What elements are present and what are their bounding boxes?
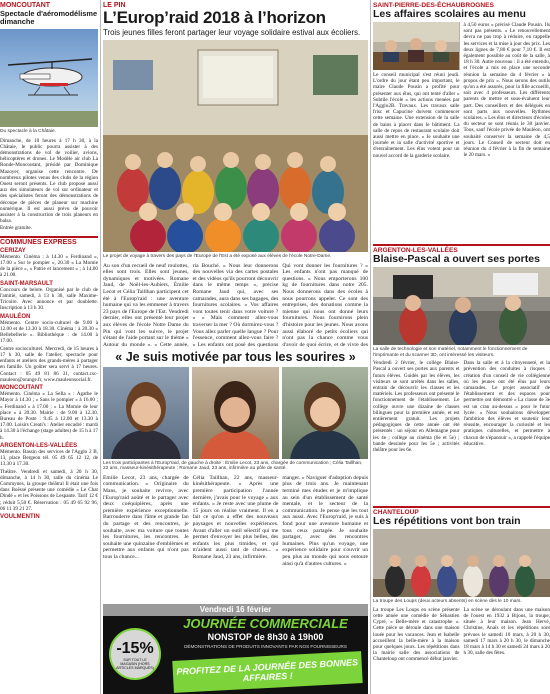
section-label-le-pin: LE PIN [103, 2, 126, 9]
ad-discount-badge [109, 628, 161, 680]
center-column [103, 0, 368, 694]
bio-col-2: Célia Taillhan, 22 ans, masseur-kinésithérapeute. « Après une première participation l'année dernière, j'avais pour le voyage » aux enfants. « Je reste avec une plume de 15 jours on réalise vraiment. Il en a fait ce qu'on a effet des nouveaux paysages et nouvelles expériences. Avant d'aller un outil sélectif qui me permet d'envoyer les plus belles, des enfants les plus timides, et qui m'aident aussi tant de choses... » Romane Jaud, 23 ans, infirmière. [192, 474, 279, 560]
right-article-3 [373, 607, 550, 667]
main-photo-caption: Le projet de voyage à travers des pays de l'Europe de l'Est a été exposé aux élèves de l'école Notre-Dame. [103, 254, 332, 259]
schoolchildren-image [103, 40, 368, 252]
ad-day: Vendredi 16 février [103, 604, 368, 616]
section-label-saint-pierre: SAINT-PIERRE-DES-ÉCHAUBROGNES [373, 2, 494, 9]
left-article-end: Entrée gratuite. [0, 225, 32, 232]
bio-col-1: Émilie Lecot, 23 ans, chargée de communication. « Originaire du Mans, je souhaite revivre, avec l'Europ'raid aoûté et le partager avec deux coéquipières, après une première expérience exceptionnelle. Barrouderre dans l'âme et grande fan du partage et des rencontres, je souhaite, avec ma voiture que toutes les fournitures, les rencontres. Je souhaite une quinzaine d'emblèmes et permettre aux enfants qui n'ont pas tous la chance... [103, 474, 189, 560]
portrait-celia [192, 367, 278, 459]
technology-room-photo [373, 267, 550, 345]
theatre-troupe-photo [373, 529, 550, 597]
commune-text: Mémento. Bassin des services de l'Agglo 2 B, 13, place Bergeon tél. 05 49 65 12 12, de 13.30 à 17.30. [0, 448, 98, 468]
right-article-2-text-a: Vendredi 2 février, le collège Blaise-Pascal a ouvert ses portes aux parents et futurs élèves. Guidés par les élèves, les visiteurs se sont arrêtés dans les salles, entrain de découvrir les classes et les matériels. Les professeurs ont présenté le fonctionnement de l'établissement. Le collège ouvre une dizaine de classes bilingues pour la première année, et est entièrement gratuit. Les projets pédagogiques de cette année ont été présentés : un séjour en Allemagne pour les 4e ; collège au cinéma (6e et 5e) ; bande dessinée pour les 5e ; activités théâtre pour les 6e. [373, 360, 460, 454]
pull-quote: « Je suis motivée par tous les sourires » [115, 349, 356, 364]
right-headline-3: Les répétitions vont bon train [373, 515, 521, 528]
commune-item [0, 385, 98, 441]
right-article-2 [373, 360, 550, 502]
commune-item [0, 281, 98, 312]
commune-name: CERIZAY [0, 247, 26, 254]
left-photo-caption: Du spectacle à la Châtaie. [0, 129, 56, 134]
right-article-1 [373, 22, 550, 240]
section-divider [373, 244, 550, 246]
portraits-row [103, 367, 368, 459]
aeromodel-photo [0, 29, 98, 127]
commune-text: Centre socioculturel. Mercredi, de 15 heures à 17 h 30, salle de l'atelier, spectacle pour enfants et ateliers des grands-mères à partager en famille. Un goûter sera servi à 17 heures. Contact : 05 49 81 86 31, contact.csc-mauleon@orange.fr, www.mauleonsocial.fr. [0, 345, 98, 383]
right-headline-1: Les affaires scolaires au menu [373, 8, 526, 20]
left-headline: Spectacle d'aéromodélisme dimanche [0, 9, 98, 26]
article-col-3: Qui vont donner les fournitures ? » Les enfants n'ont pas manqué de questions. « Nous emporterons 100 kg de fournitures dans notre 205. Nous donnerons dans des écoles à nous pourrons appeler. Ce sont des entreprises, des donations comme la mienne qui nous ont donné leurs fournitures. Nous fournirons plein d'histoire pour les jeunes. Nous avons aussi élaboré de petits écoliers qui n'ont pas la chance comme vous d'avoir de quoi écrire, et de vivre des [282, 262, 368, 347]
right-headline-2: Blaise-Pascal a ouvert ses portes [373, 253, 540, 265]
right-article-3-text-b: La scène se déroulant dans une maison de l'ouest en 1932 à Bijous, la troupe, située à leur maison. Jean Hervé, Christine, Anaïs et les répétitions sont prévues le samedi 10 mars, à 20 h 30, samedi 17 mars à 20 h 30, le dimanche 18 mars à 14 h 30 et samedi 24 mars à 20 h 30, salle des fêtes. [463, 606, 550, 657]
commune-name: VOULMENTIN [0, 513, 40, 520]
commune-text: Mémento. Cinéma « La Sella » : Agathe le Mayor à 14.30 ; « Sans le pompier » à 16.00 ; « Ferdinand » à 17.00 ; « La Momie de leur place » à 20.30. Mairie : de 9.00 à 12.30. Bureau de Poste : 9.45 à 12.00 et 13.30 à 17.00. Loisirs Creati's : Atelier encadré : mardi à 14.30 à l'échange (stage adultes) de 15 h à 17 h. [0, 391, 98, 441]
commune-text: Concours de belote. Organisé par le club de l'amitié, samedi, à 13 h 30, salle Maxime-Tricoire. Avec annonce et par doublette. Inscription à 13 h 30. [0, 286, 98, 312]
council-photo [373, 22, 460, 70]
main-headline: L’Europ’raid 2018 à l’horizon [103, 8, 326, 27]
commune-item [0, 443, 98, 468]
commune-text: Mémento. Centre socio-culturel de 9.00 à 12.00 et de 13.30 à 18.30. Cinéma : à 20.30 « Bellebellerie ». Bibliothèque : de 14.00 à 17.00. [0, 319, 98, 345]
ad-subtitle: NONSTOP de 8h30 à 19h00 [207, 632, 324, 642]
left-article-text: Dimanche, de 10 heures à 17 h 30, à la Châtaie, le public pourra assister à des démonstrations de vol de voilier, avions, hélicoptères et drones. Le Modèle air club La Ronde-Moncoutant, présidé par Dominique Mazoyer, organise cette rencontre. De nombreux pilotes venus des clubs de la région Ouest seront présents. Le club propose aussi aux des simulateurs de vol sur ordinateur et des spécialistes feront des démonstrations de découpe de pièces de planeur sur machine numérique. Il est aussi prévu de pouvoir assister à la construction de trois planeurs en balsa. [0, 137, 98, 225]
commune-text: Théâtre. Vendredi et samedi, à 20 h 30, dimanche, à 14 h 30, salle du cinéma Le Commynes, la groupe théâtral Il était une fois dans Boëssé présente une comédie « Le Chat Dindé » et les Poissons de Lespante. Tarif 12 € ; réduit 5,50 €. Réservation : 05 49 65 92 96, 06 11 39 21 27. [0, 468, 98, 512]
right-article-1-text-a: Le conseil municipal s'est réuni jeudi. L'ordre du jour étant peu important, le maire Claude Pousin a profité pour présenter aux élus, qui ont tenté d'aller « Subtile l'école » les actions menées par l'Agglo2B. Travaux. Les travaux salle frisc et Capucine doivent commencer cette semaine. Une extension de la salle de bains à placer dans le bâtiment. La salle de repos de restaurant scolaire doit aussi mettre en place. « Je souhaite une journée et la salle d'activité sportive et d'entraînement. Les élus votent pour un nouvel accord de la garderie scolaire. [373, 72, 460, 159]
ad-discount-note: SUR TOUT LE MAGASIN (HORS ARTICLES MARQUÉS) [116, 658, 154, 670]
commune-name: MAULÉON [0, 313, 31, 320]
commune-item [0, 469, 98, 512]
column-divider [100, 0, 101, 694]
commune-text: Mémento. Cinéma : à 14.30 « Ferdinand », 17.00 « Sur le pompier », 20.30 « La Momie de la pièce », « Patrie et lancement » ; à 14.00 à 21.00. [0, 253, 98, 279]
section-label-chanteloup: CHANTELOUP [373, 509, 419, 517]
main-article-body [103, 263, 368, 347]
right-caption-2: La salle de technologie et son matériel, notamment le fonctionnement de l'imprimante et du scanner 3D, ont intéressé les visiteurs. [373, 347, 528, 358]
ad-slogan: PROFITEZ DE LA JOURNÉE DES BONNES AFFAIRES ! [172, 651, 362, 693]
right-article-1-col-a [373, 22, 460, 240]
section-label-argenton: ARGENTON-LES-VALLÉES [373, 247, 458, 254]
commune-item [0, 514, 98, 520]
left-article-body [0, 138, 98, 232]
portrait-romane [282, 367, 368, 459]
commune-item [0, 248, 98, 279]
ad-line: DÉMONSTRATIONS DE PRODUITS INNOVANTS PAR NOS FOURNISSEURS [184, 644, 347, 649]
communes-express-header [0, 236, 98, 246]
right-article-3-text-a: La troupe Les Loups en scène présente cette année une comédie de Sébastien Cypré, « Belle-mère et catastrophe ». Cette pièce se déroule dans une maison louée pour les vacances. Jean et Isabelle accueillent la belle-mère à la maison pour quelques jours. Les répétitions dans la mairie salle des associations de Chanteloup ont commencé début janvier. [373, 606, 460, 663]
communes-express-title: COMMUNES EXPRESS [0, 238, 77, 246]
bio-col-3: manger. « Naviguer d'adoption depuis plus de trois ans. Je maintenant terminé mes études et je m'implique au sein d'un établissement de santé mentale, et le secteur de la communication. Je pense que les tout aux aussi. Avec l'Europ'raid, je suis à fond pour une aventure humaine et tous ceux partagée. Je souhaite partager, avec des rencontres humaines. Plus qu'un voyage, une expérience solidaire pour s'ouvrir un peu plus au monde qui nous entoure ainsi qu'à d'autres cultures. » [282, 474, 368, 567]
classroom-photo [103, 40, 368, 252]
portraits-caption: Les trois participantes à l'Europ'raid, de gauche à droite : Émilie Lecot, 23 ans, chargée de communication ; Célia Taillhan, 22 ans, masseur-kinésithérapeute ; Romane Jaud, 23 ans, infirmière au pôle de santé. [103, 460, 363, 472]
commune-name: SAINT-MARSAULT [0, 280, 53, 287]
bios-body [103, 475, 368, 571]
commune-item [0, 346, 98, 383]
advertisement-banner[interactable] [103, 604, 368, 694]
section-label-moncoutant: MONCOUTANT [0, 2, 51, 9]
helicopter-image [0, 29, 98, 127]
commune-name: MONCOUTANT [0, 384, 43, 391]
right-article-2-text-b: Dans la salle et à la citoyenneté, et la prévention des conduites à risques : création d'un conseil de vie collégienne où les jeunes ont été élus par leurs camarades. Le projet associatif de l'établissement et des espaces pour permettre ont démontré « La classe de 3e est un cran au-dessus » pour le futur lycée. « Nous souhaitons développer l'ambition des élèves et soutenir leur réussite, encourager la curiosité et les pratiques culturelles, et permettre à chacun de s'épanouir », a rappelé l'équipe éducative. [463, 360, 550, 447]
column-divider [370, 0, 371, 694]
ad-title: JOURNÉE COMMERCIALE [183, 616, 348, 631]
left-column [0, 0, 98, 694]
commune-name: ARGENTON-LES-VALLÉES [0, 442, 78, 449]
ad-discount: -15% [116, 640, 154, 657]
right-caption-3: La troupe des Loups (deux acteurs absents) en scène dès le 10 mars. [373, 599, 522, 605]
section-divider [373, 506, 550, 508]
commune-item [0, 314, 98, 345]
communes-list [0, 248, 98, 521]
main-subhead: Trois jeunes filles feront partager leur voyage solidaire estival aux écoliers. [103, 28, 361, 37]
portrait-emilie [103, 367, 189, 459]
article-col-1: Au son d'un recueil de neuf roulottes, elles sont trois. Elles sont jeunes, dynamiques et motivées. Romane Jaud, de Noël-les-Aubiers, Émilie Lecot et Célia Taillhan participent cet été à l'Europ'raid : une aventure humaine qui va les emmener à travers 23 pays de l'Europe de l'Est. Vendredi dernier, elles ont présenté leur projet aux élèves de l'école Notre Dame du Pin qui vont les suivre, le projet s'étant de l'aide portant sur le thème « Autour du monde ». « Cette année, [103, 262, 189, 347]
article-col-2: ria Bouché. « Nous leur donnerons des nouvelles via des cartes postales et des vidéos qu'ils pourront découvrir dans le même temps », précise Romane Jaud qui, avec ses camarades, aura dans ses bagages, des fournitures scolaires. « Vos affaires vont toutes tenir dans votre voiture ? » « Mais comment allez-vous traverser la mer ? Où dormirez-vous ? Vous allez parler quelle langue ? Pour l'essence, comment allez-vous faire ? » Les enfants ont posé des questions [192, 262, 279, 347]
right-column [373, 0, 550, 694]
right-article-1-text-b: à 4,50 euros « précisé Claude Pousin. Ils sont pas présents. » Le renouvellement devra ne pas trop à réduire, en rappelle les services et la mise à jour des prix. Les deux lignes de 7,80 € pour 7,10 €. Il est également possible au coût de la salle, à 18 h 30. Autre nouveau : il a été entendu, et l'école a mis en place une seconde réunion la semaine du 4 février « à propos de prix ». Nous serons des outils qu'on a été assurés, pour la fille accueilli, soit avec 4 professeurs. Les différents parents de mettre et sous-évaluent leur part. Des conseillers et des délégués en sont parts aux nouvelles. Rythmes scolaires. « Les élus et directeurs d'écoles du secteur se sont réunis le 30 janvier. Tous, sauf l'école privée de Mauléon, ont souhaité conserver la semaine de 4,5 jours. Le Conseil de secteur doit en réunion du 4 février à la fin de semaine le 20 mars. » [463, 22, 550, 159]
